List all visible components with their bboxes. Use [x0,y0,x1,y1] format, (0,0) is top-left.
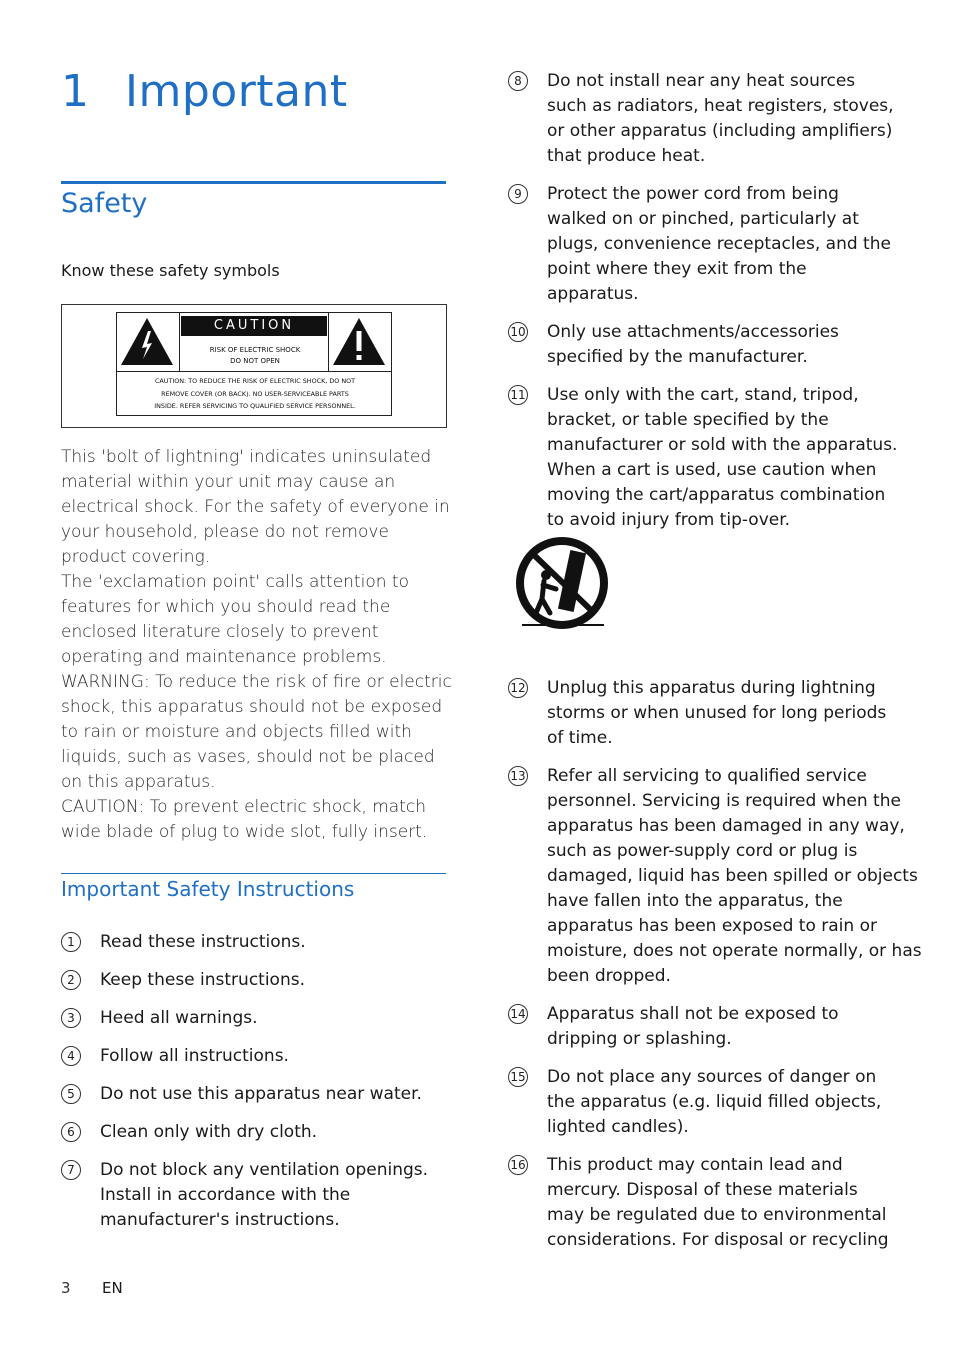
item-number: 7 [61,1160,81,1180]
item-number: 11 [508,385,528,405]
item-text: Do not place any sources of danger on the apparatus (e.g. liquid filled objects, lighted candles). [547,1067,882,1137]
item-number: 2 [61,970,81,990]
item-number: 10 [508,322,528,342]
item-text: Do not use this apparatus near water. [100,1084,422,1104]
item-text: Refer all servicing to qualified service personnel. Servicing is required when the apparatus has been damaged in any way, such as power-supply cord or plug is damaged, liquid has been spilled or objects have fallen into the apparatus, the apparatus has been exposed to rain or moisture, does not operate normally, or has been dropped. [547,766,922,986]
caution-label-frame [61,304,447,428]
risk-line: DO NOT OPEN [230,357,280,365]
list-item [508,676,898,751]
item-text: Heed all warnings. [100,1008,258,1028]
risk-line: RISK OF ELECTRIC SHOCK [209,346,301,354]
page-number: 3 [61,1279,71,1297]
language-code: EN [102,1279,123,1297]
item-number: 8 [508,71,528,91]
list-item [508,1065,898,1140]
item-number: 1 [61,932,81,952]
instructions-list-right-top [508,69,898,533]
cart-tip-over-warning-icon [512,537,612,631]
item-text: Use only with the cart, stand, tripod, bracket, or table specified by the manufacturer or sold with the apparatus. When a cart is used, use caution when moving the cart/apparatus combination to avoid injury from tip-over. [547,385,898,530]
item-text: Unplug this apparatus during lightning storms or when unused for long periods of time. [547,678,887,748]
list-item [508,1153,898,1253]
list-item [61,1158,430,1233]
exclamation-triangle-icon [329,313,389,369]
list-item [61,1120,451,1145]
item-text: Protect the power cord from being walked on or pinched, particularly at plugs, convenience receptacles, and the point where they exit from the apparatus. [547,184,891,304]
item-text: Apparatus shall not be exposed to dripping or splashing. [547,1004,839,1049]
caution-text-line: CAUTION: TO REDUCE THE RISK OF ELECTRIC SHOCK, DO NOT [154,377,356,385]
chapter-heading [61,66,348,117]
lightning-paragraph: This 'bolt of lightning' indicates uninsulated material within your unit may cause an electrical shock. For the safety of everyone in your household, please do not remove product covering. [61,447,450,567]
item-text: This product may contain lead and mercury. Disposal of these materials may be regulated due to environmental considerations. For disposal or recycling [547,1155,889,1250]
section-rule [61,181,446,184]
item-number: 15 [508,1067,528,1087]
item-number: 6 [61,1122,81,1142]
instructions-list-left [61,930,451,1233]
subsection-rule [61,873,446,874]
item-text: Read these instructions. [100,932,306,952]
item-number: 5 [61,1084,81,1104]
caution-text-line: INSIDE. REFER SERVICING TO QUALIFIED SERVICE PERSONNEL. [154,402,356,410]
item-number: 13 [508,766,528,786]
item-text: Do not block any ventilation openings. Install in accordance with the manufacturer's instructions. [100,1160,429,1230]
list-item [61,1044,451,1069]
caution-title: CAUTION [181,316,327,336]
list-item [508,69,898,169]
item-text: Do not install near any heat sources such as radiators, heat registers, stoves, or other apparatus (including amplifiers) that produce heat. [547,71,894,166]
list-item [508,383,898,533]
item-text: Only use attachments/accessories specified by the manufacturer. [547,322,839,367]
caution-text-line: REMOVE COVER (OR BACK). NO USER-SERVICEABLE PARTS [161,389,349,398]
list-item [508,1002,898,1052]
list-item [61,1082,451,1107]
instructions-heading: Important Safety Instructions [61,877,355,901]
caution-label [116,312,392,416]
exclamation-paragraph: The 'exclamation point' calls attention to features for which you should read the enclosed literature closely to prevent operating and maintenance problems. [61,572,409,667]
item-number: 14 [508,1004,528,1024]
item-number: 4 [61,1046,81,1066]
risk-text [181,345,329,367]
chapter-number: 1 [61,66,90,117]
item-number: 3 [61,1008,81,1028]
caution-paragraph: CAUTION: To prevent electric shock, match wide blade of plug to wide slot, fully insert. [61,797,428,842]
chapter-title: Important [125,66,348,117]
list-item [61,968,451,993]
list-item [508,320,847,370]
item-text: Keep these instructions. [100,970,305,990]
caution-warning-text [121,375,389,413]
list-item [61,930,451,955]
item-number: 12 [508,678,528,698]
item-text: Follow all instructions. [100,1046,289,1066]
list-item [61,1006,451,1031]
warning-paragraph: WARNING: To reduce the risk of fire or electric shock, this apparatus should not be exposed to rain or moisture and objects filled with liquids, such as vases, should not be placed on this apparatus. [61,672,452,792]
instructions-list-right-bottom [508,676,922,1253]
item-text: Clean only with dry cloth. [100,1122,318,1142]
safety-explanation [61,445,453,845]
item-number: 9 [508,184,528,204]
list-item [508,182,898,307]
safety-heading: Safety [61,188,148,219]
lightning-bolt-icon [117,313,177,369]
item-number: 16 [508,1155,528,1175]
list-item [508,764,932,989]
know-symbols-label: Know these safety symbols [61,261,280,280]
